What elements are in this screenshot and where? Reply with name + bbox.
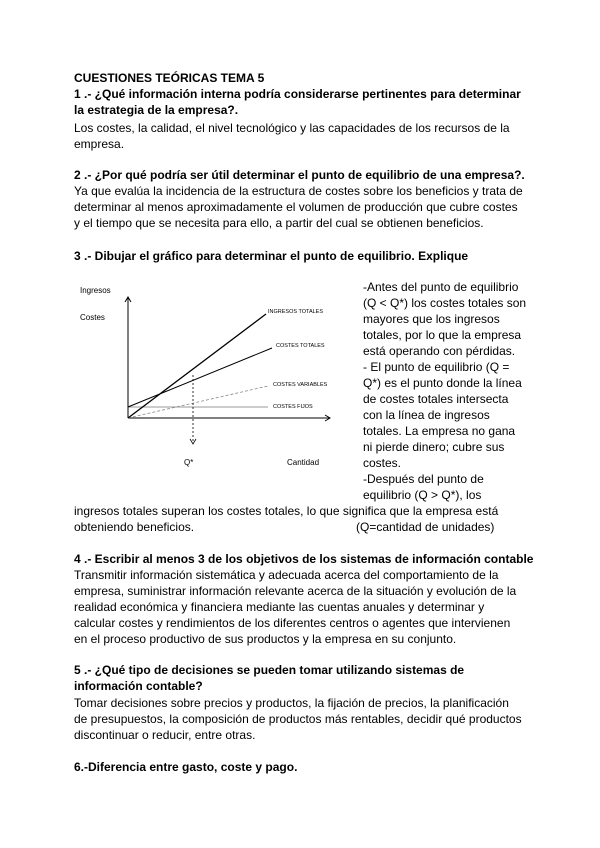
q2-answer-line3: y el tiempo que se necesita para ello, a partir del cual se obtienen beneficios. bbox=[74, 216, 484, 230]
x-label-q-star: Q* bbox=[184, 458, 194, 467]
q3-side-line: costes. bbox=[363, 456, 402, 470]
q3-side-line: -Después del punto de bbox=[363, 472, 484, 486]
q4-answer-line: empresa, suministrar información relevante acerca de la situación y evolución de la bbox=[74, 584, 517, 598]
q1-question-line1: 1 .- ¿Qué información interna podría considerarse pertinentes para determinar bbox=[74, 87, 521, 101]
q3-bottom-line1: ingresos totales superan los costes totales, lo que significa que la empresa está bbox=[74, 504, 499, 518]
break-even-graph bbox=[74, 276, 354, 468]
x-label-cantidad: Cantidad bbox=[287, 458, 320, 467]
label-total-revenue: INGRESOS TOTALES bbox=[268, 309, 324, 315]
q3-side-line: con la línea de ingresos bbox=[363, 408, 490, 422]
q5-question-line2: información contable? bbox=[74, 679, 203, 693]
q3-question: 3 .- Dibujar el gráfico para determinar el punto de equilibrio. Explique bbox=[74, 249, 469, 263]
q2-answer-line1: Ya que evalúa la incidencia de la estructura de costes sobre los beneficios y trata de bbox=[74, 184, 523, 198]
q2-question: 2 .- ¿Por qué podría ser útil determinar el punto de equilibrio de una empresa?. bbox=[74, 168, 525, 182]
q3-side-line: totales, por lo que la empresa bbox=[363, 328, 522, 342]
q3-side-line: ni pierde dinero; cubre sus bbox=[363, 440, 505, 454]
q6-question: 6.-Diferencia entre gasto, coste y pago. bbox=[74, 760, 298, 774]
q3-bottom-line2-left: obteniendo beneficios. bbox=[74, 520, 195, 534]
document-title: CUESTIONES TEÓRICAS TEMA 5 bbox=[74, 71, 265, 85]
q3-side-line: (Q < Q*) los costes totales son bbox=[363, 296, 527, 310]
q3-side-line: - El punto de equilibrio (Q = bbox=[363, 360, 510, 374]
label-fixed-costs: COSTES FIJOS bbox=[273, 404, 313, 410]
q4-answer-line: en el proceso productivo de sus productos y la empresa en su conjunto. bbox=[74, 632, 457, 646]
q3-side-line: mayores que los ingresos bbox=[363, 312, 500, 326]
q5-question-line1: 5 .- ¿Qué tipo de decisiones se pueden tomar utilizando sistemas de bbox=[74, 663, 465, 677]
y-label-costes: Costes bbox=[80, 313, 105, 322]
q5-answer-line: Tomar decisiones sobre precios y productos, la fijación de precios, la planificación bbox=[74, 696, 509, 710]
q3-side-line: está operando con pérdidas. bbox=[363, 344, 516, 358]
q1-question-line2: la estrategia de la empresa?. bbox=[74, 103, 239, 117]
q5-answer-line: de presupuestos, la composición de productos más rentables, decidir qué productos bbox=[74, 712, 522, 726]
q4-answer-line: realidad económica y financiera mediante las cuentas anuales y determinar y bbox=[74, 600, 485, 614]
q3-side-line: equilibrio (Q > Q*), los bbox=[363, 488, 482, 502]
q3-side-line: de costes totales intersecta bbox=[363, 392, 509, 406]
q1-answer-line1: Los costes, la calidad, el nivel tecnológico y las capacidades de los recursos de la bbox=[74, 121, 510, 135]
q3-side-line: -Antes del punto de equilibrio bbox=[363, 280, 519, 294]
q4-answer-line: Transmitir información sistemática y adecuada acerca del comportamiento de la bbox=[74, 568, 499, 582]
q2-answer-line2: determinar al menos aproximadamente el volumen de producción que cubre costes bbox=[74, 200, 518, 214]
total-costs-line bbox=[128, 348, 272, 407]
q3-side-line: Q*) es el punto donde la línea bbox=[363, 376, 522, 390]
q5-answer-line: discontinuar o reducir, entre otras. bbox=[74, 728, 256, 742]
q3-bottom-line2-right: (Q=cantidad de unidades) bbox=[356, 520, 495, 534]
q4-question: 4 .- Escribir al menos 3 de los objetivos de los sistemas de información contable bbox=[74, 552, 534, 566]
label-variable-costs: COSTES VARIABLES bbox=[273, 382, 328, 388]
label-total-costs: COSTES TOTALES bbox=[276, 343, 325, 349]
q3-side-line: totales. La empresa no gana bbox=[363, 424, 516, 438]
q1-answer-line2: empresa. bbox=[74, 137, 125, 151]
q4-answer-line: calcular costes y rendimientos de los diferentes centros o agentes que intervienen bbox=[74, 616, 511, 630]
y-label-ingresos: Ingresos bbox=[80, 286, 111, 295]
